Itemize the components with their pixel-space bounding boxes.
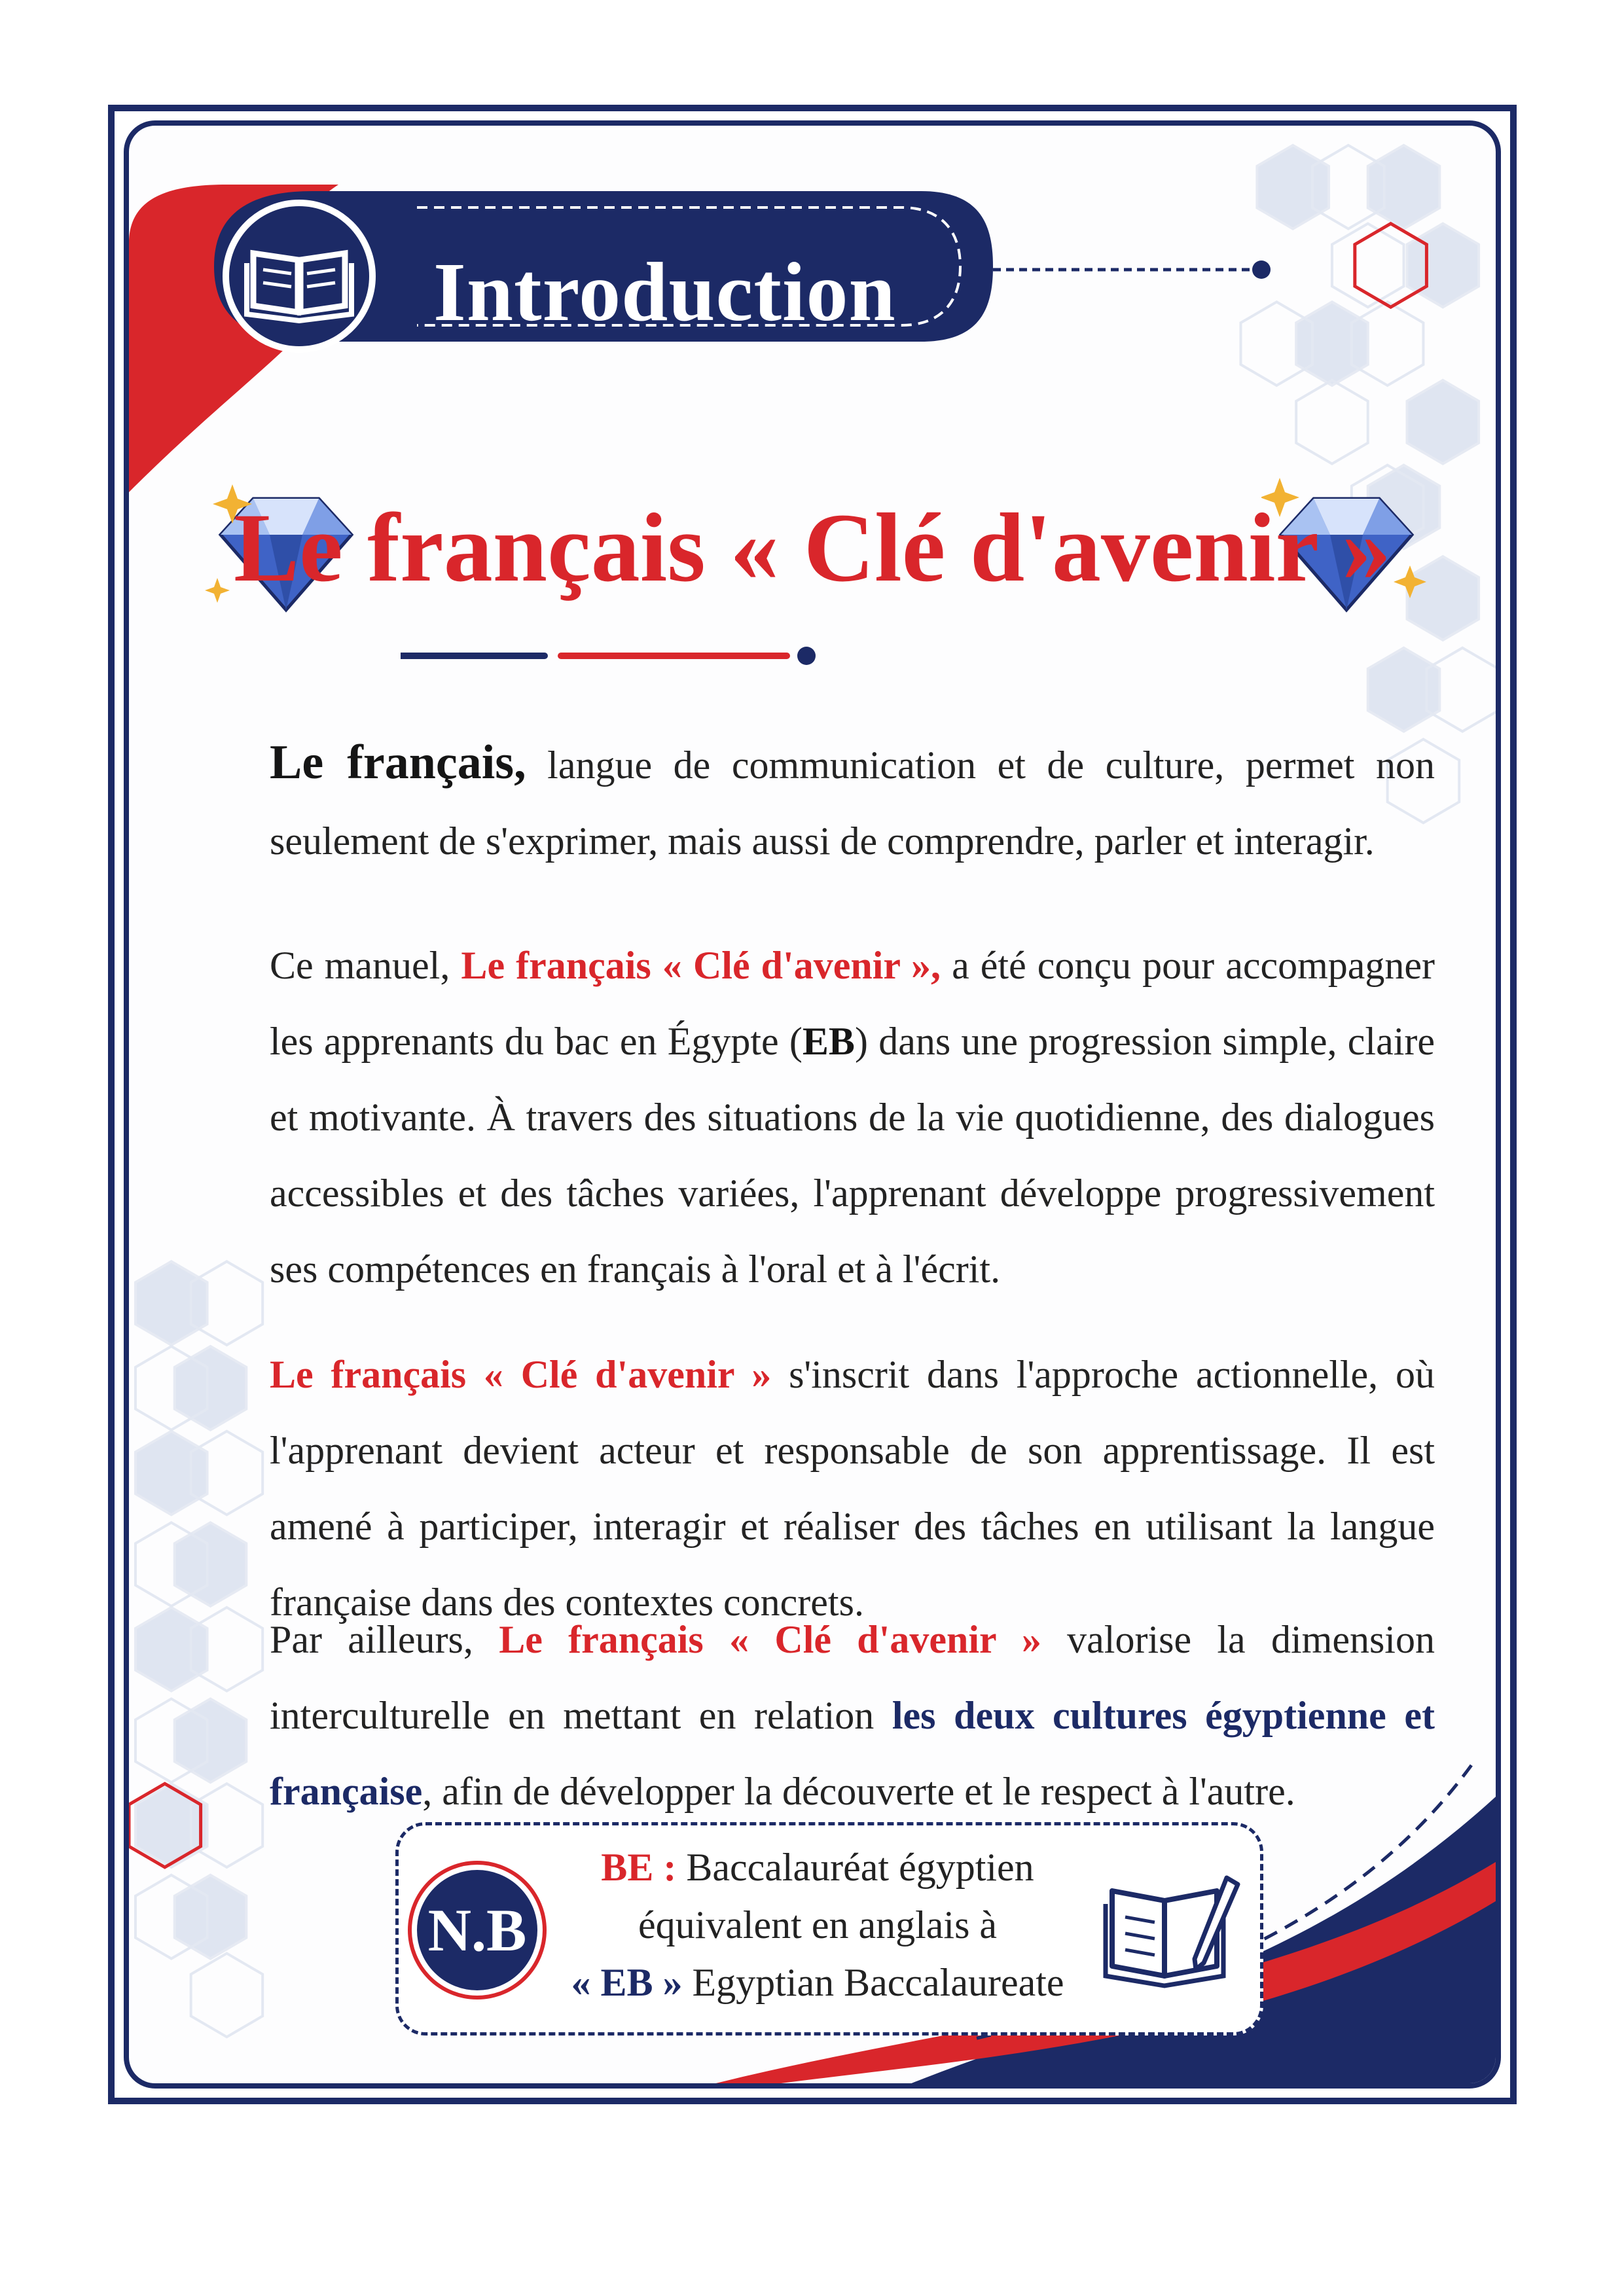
paragraph-2 [270,927,1435,1307]
page-frame [108,105,1517,2104]
nb-line-3 [569,1954,1066,2011]
nb-be-label: BE : [601,1846,677,1889]
nb-be-text: Baccalauréat égyptien [676,1846,1034,1889]
nb-note-box [395,1822,1263,2036]
paragraph-4-bold: les deux cultures égyptienne et française [270,1694,1435,1813]
paragraph-2-brand: Le français « Clé d'avenir », [461,944,941,987]
main-title: Le français « Clé d'avenir » [234,493,1391,602]
paragraph-4-brand: Le français « Clé d'avenir » [499,1618,1041,1661]
nb-line-2: équivalent en anglais à [638,1903,998,1946]
paragraph-1-lead: Le français, [270,736,526,789]
paragraph-2-part-3: ) dans une progression simple, claire et motivante. À travers des situations de la vie quotidienne, des dialogues accessibles et des tâches variées, l'apprenant développe progressivement ses compétences en français à l'oral et à l'écrit. [270,1020,1435,1291]
paragraph-2-eb: EB [802,1020,855,1063]
page-inner-border [124,120,1501,2089]
paragraph-3-brand: Le français « Clé d'avenir » [270,1353,772,1396]
paragraph-3-text: s'inscrit dans l'approche actionnelle, où l'apprenant devient acteur et responsable de son apprentissage. Il est amené à participer, interagir et réaliser des tâches en utilisant la langue française dans des contextes concrets. [270,1353,1435,1624]
paragraph-4-part-3: , afin de développer la découverte et le respect à l'autre. [422,1770,1295,1813]
nb-eb-text: Egyptian Baccalaureate [682,1961,1064,2004]
title-underline-decoration [401,643,833,669]
paragraph-3 [270,1336,1435,1640]
paragraph-2-part-2: a été conçu pour accompagner les apprenants du bac en Égypte ( [270,944,1435,1063]
section-title: Introduction [433,245,896,338]
nb-line-1 [569,1839,1066,1896]
nb-badge [412,1865,543,1996]
nb-text [569,1839,1066,2011]
nb-badge-label: N.B [427,1897,527,1964]
nb-eb-label: « EB » [571,1961,683,2004]
paragraph-4-part-2: valorise la dimension interculturelle en mettant en relation [270,1618,1435,1737]
paragraph-4-part-1: Par ailleurs, [270,1618,499,1661]
open-book-icon [221,198,378,355]
paragraph-1-text: langue de communication et de culture, permet non seulement de s'exprimer, mais aussi de comprendre, parler et interagir. [270,744,1435,863]
book-pen-icon [1099,1865,1243,1996]
paragraph-1 [270,725,1435,879]
paragraph-2-part-1: Ce manuel, [270,944,461,987]
paragraph-4 [270,1602,1435,1829]
